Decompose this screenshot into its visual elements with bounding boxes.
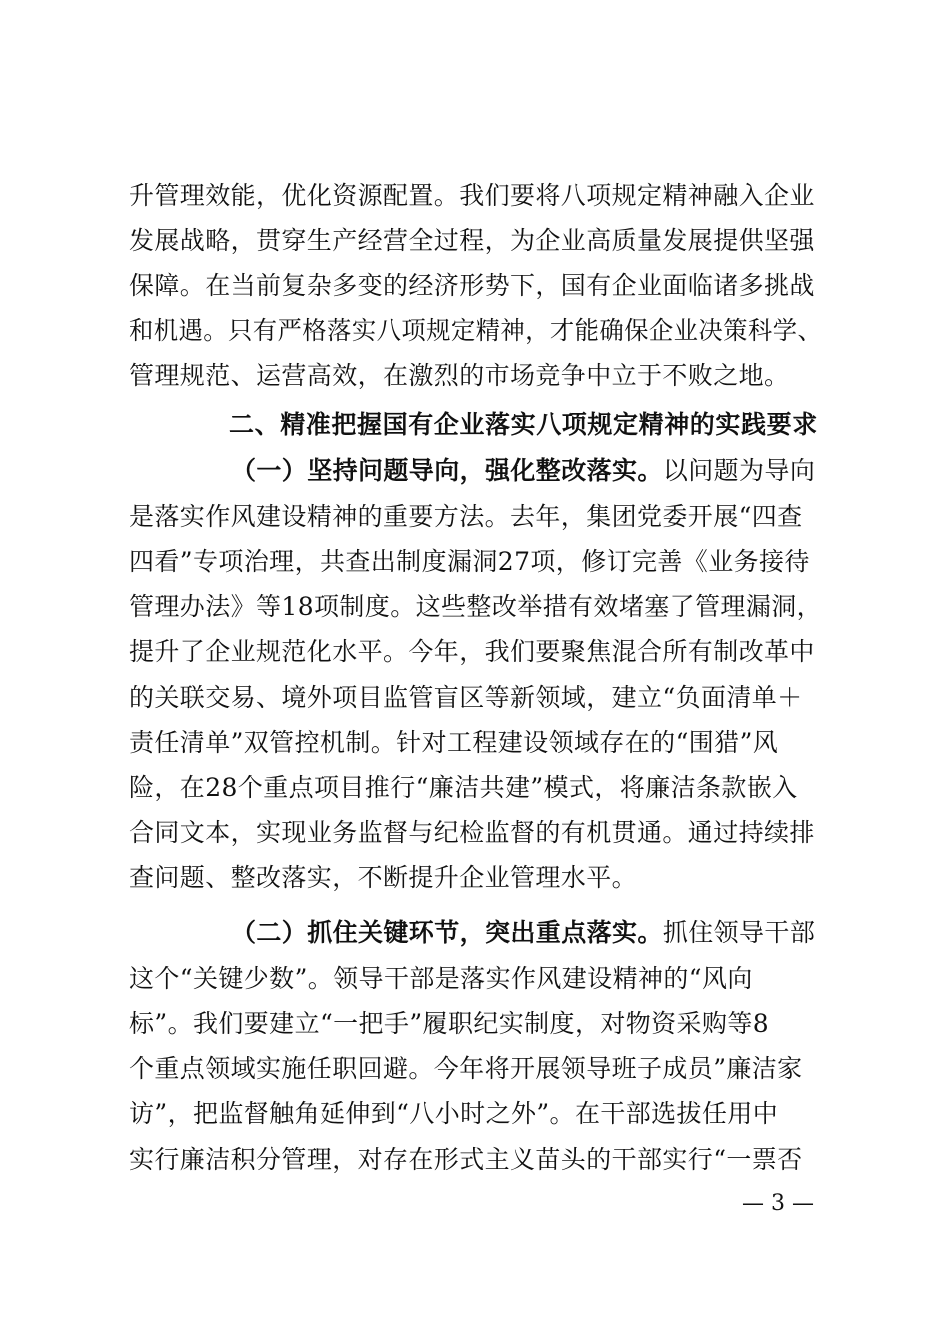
body-text-line: 合同文本，实现业务监督与纪检监督的有机贯通。通过持续排	[129, 818, 815, 847]
body-text-line: 升管理效能，优化资源配置。我们要将八项规定精神融入企业	[129, 181, 815, 210]
body-text-line: 访”，把监督触角延伸到“八小时之外”。在干部选拔任用中	[129, 1099, 779, 1128]
body-text-line: 提升了企业规范化水平。今年，我们要聚焦混合所有制改革中	[129, 637, 815, 666]
subsection-1-first-line-rest: 以问题为导向	[662, 456, 816, 485]
subsection-2-title: （二）抓住关键环节，突出重点落实。	[231, 918, 663, 947]
body-text-line: 标”。我们要建立“一把手”履职纪实制度，对物资采购等8	[129, 1009, 770, 1038]
body-text-line: 责任清单”双管控机制。针对工程建设领域存在的“围猎”风	[129, 728, 779, 757]
body-text-line: 是落实作风建设精神的重要方法。去年，集团党委开展“四查	[129, 502, 803, 531]
body-text-line: 查问题、整改落实，不断提升企业管理水平。	[129, 863, 638, 892]
section-heading: 二、精准把握国有企业落实八项规定精神的实践要求	[229, 410, 818, 439]
subsection-2-first-line-rest: 抓住领导干部	[662, 918, 816, 947]
subsection-1-title: （一）坚持问题导向，强化整改落实。	[231, 456, 663, 485]
body-text-line: 保障。在当前复杂多变的经济形势下，国有企业面临诸多挑战	[129, 271, 815, 300]
page-number: — 3 —	[742, 1191, 814, 1216]
body-text-line: 个重点领域实施任职回避。今年将开展领导班子成员”廉洁家	[129, 1054, 803, 1083]
body-text-line: 险，在28个重点项目推行“廉洁共建”模式，将廉洁条款嵌入	[129, 773, 798, 802]
body-text-line: 和机遇。只有严格落实八项规定精神，才能确保企业决策科学、	[129, 316, 823, 345]
body-text-line: 实行廉洁积分管理，对存在形式主义苗头的干部实行“一票否	[129, 1145, 803, 1174]
subsection-1-first-line	[231, 456, 815, 486]
body-text-line: 管理办法》等18项制度。这些整改举措有效堵塞了管理漏洞，	[129, 592, 823, 621]
body-text-line: 的关联交易、境外项目监管盲区等新领域，建立“负面清单＋	[129, 683, 803, 712]
subsection-2-first-line	[231, 918, 815, 948]
body-text-line: 管理规范、运营高效，在激烈的市场竞争中立于不败之地。	[129, 361, 790, 390]
body-text-line: 发展战略，贯穿生产经营全过程，为企业高质量发展提供坚强	[129, 226, 815, 255]
body-text-line: 四看”专项治理，共查出制度漏洞27项，修订完善《业务接待	[129, 547, 810, 576]
body-text-line: 这个“关键少数”。领导干部是落实作风建设精神的“风向	[129, 964, 753, 993]
